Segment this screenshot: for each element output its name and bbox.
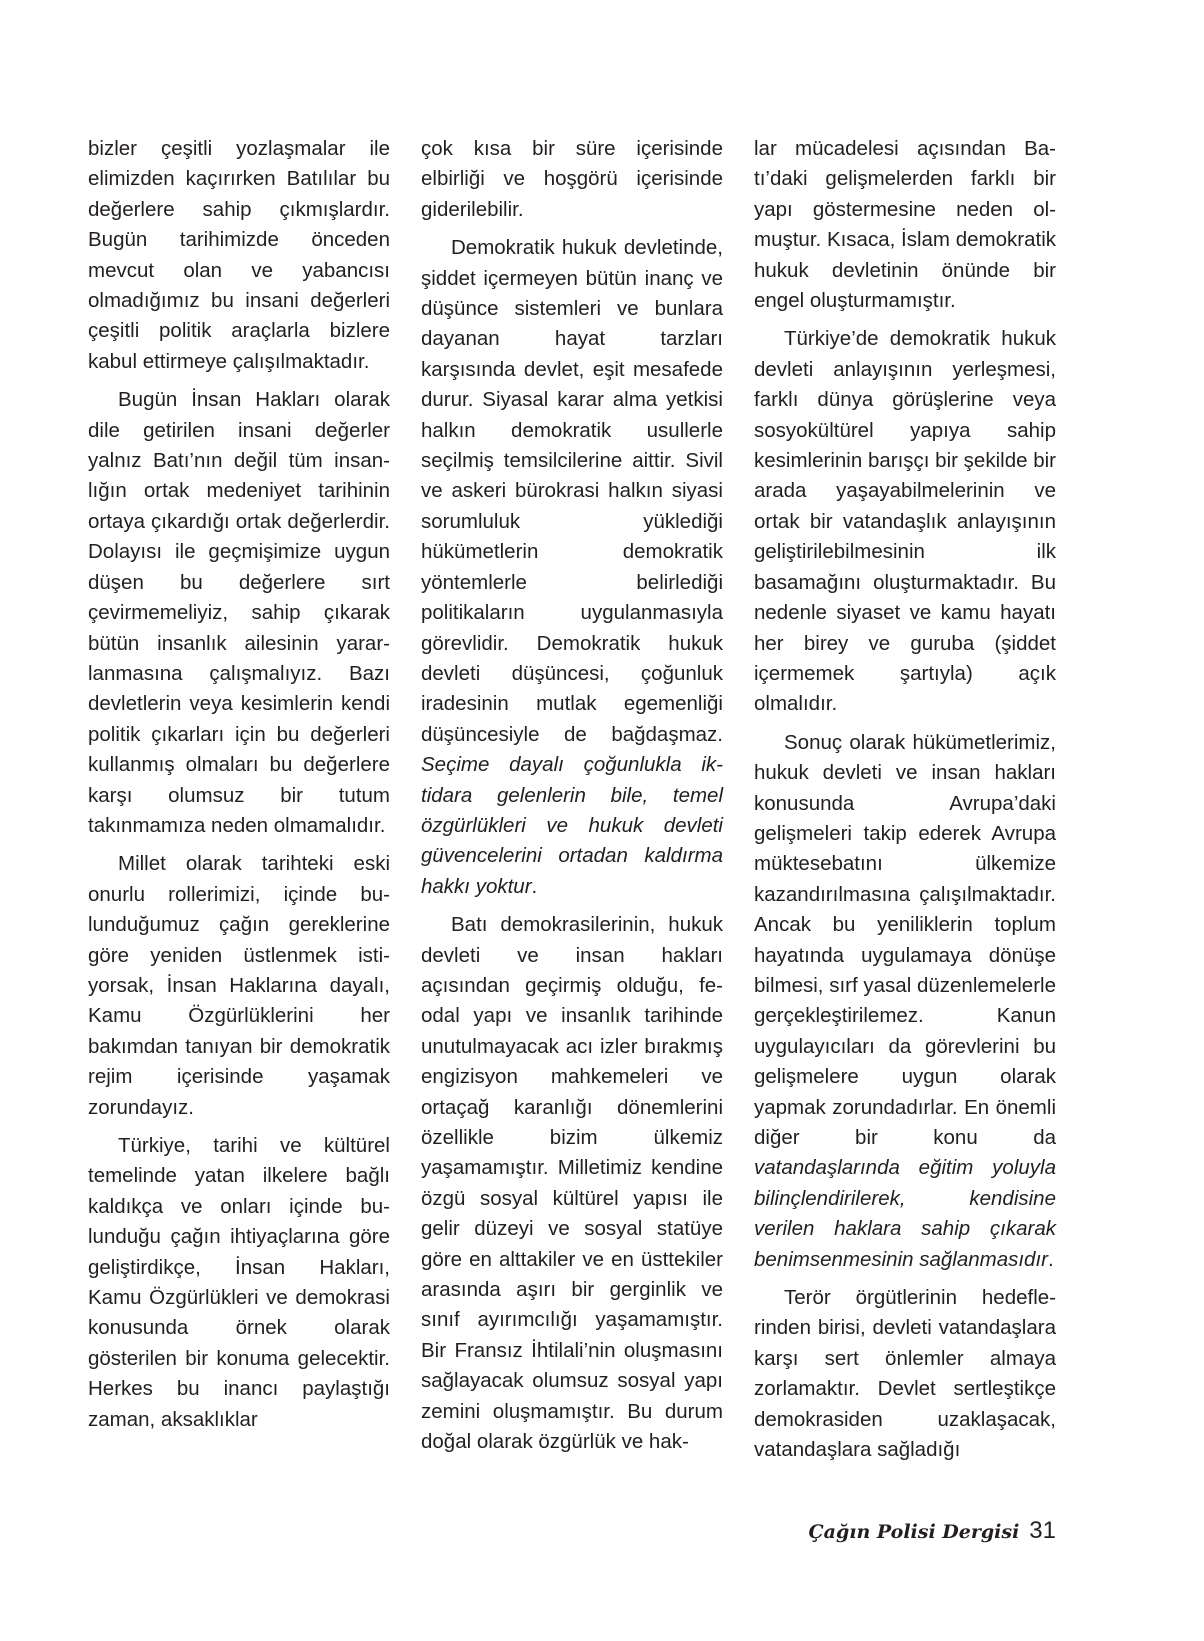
page-number: 31	[1029, 1517, 1056, 1544]
paragraph-text: Sonuç olarak hükümetlerimiz, hukuk devleti ve insan hakları konusunda Avrupa’daki gelişmeleri takip ederek Avrupa müktesebatını ülkemize kazandırılmasına çalışılmaktadır. Ancak bu yeniliklerin toplum hayatında uygulamaya dönüşe bilmesi, sırf yasal düzenlemelerle gerçekleştirilemez. Kanun uygulayıcıları da görevlerini bu gelişmelere uygun olarak yapmak zorundadırlar. En önemli diğer bir konu da	[754, 730, 1056, 1149]
paragraph-tail: .	[531, 874, 538, 898]
article-column-3	[754, 134, 1056, 1473]
article-column-1	[88, 134, 390, 1443]
paragraph: çok kısa bir süre içerisinde elbirliği ve hoşgörü içerisinde giderilebilir.	[421, 137, 723, 221]
paragraph-italic-text: Seçime dayalı çoğunlukla iktidara gelenlerin bile, temel özgürlükleri ve hukuk devleti güvencelerini ortadan kaldırma hakkı yoktur	[421, 753, 723, 898]
paragraph-tail: .	[1047, 1247, 1054, 1271]
paragraph	[754, 728, 1056, 1275]
paragraph: Terör örgütlerinin hedeflerinden birisi, devleti vatandaşlara karşı sert önlemler almaya zorlamaktır. Devlet sertleştikçe demokrasiden uzaklaşacak, vatandaşlara sağladığı	[754, 1286, 1056, 1462]
paragraph: Millet olarak tarihteki eski onurlu rollerimizi, içinde bulunduğumuz çağın gereklerine göre yeniden üstlenmek istiyorsak, İnsan Haklarına dayalı, Kamu Özgürlüklerini her bakımdan tanıyan bir demokratik rejim içerisinde yaşamak zorundayız.	[88, 852, 390, 1119]
paragraph-text: Demokratik hukuk devletinde, şiddet içermeyen bütün inanç ve düşünce sistemleri ve bunlara dayanan hayat tarzları karşısında devlet, eşit mesafede durur. Siyasal karar alma yetkisi halkın demokratik usullerle seçilmiş temsilcilerine aittir. Sivil ve askeri bürokrasi halkın siyasi sorumluluk yüklediği hükümetlerin demokratik yöntemlerle belirlediği politikaların uygulanmasıyla görevlidir. Demokratik hukuk devleti düşüncesi, çoğunluk iradesinin mutlak egemenliği düşüncesiyle de bağdaşmaz.	[421, 236, 723, 746]
paragraph-italic-text: vatandaşlarında eğitim yoluyla bilinçlendirilerek, kendisine verilen haklara sahip çıkarak benimsenmesinin sağlanmasıdır	[754, 1156, 1056, 1271]
paragraph: lar mücadelesi açısından Batı’daki gelişmelerden farklı bir yapı göstermesine neden olmuştur. Kısaca, İslam demokratik hukuk devletinin önünde bir engel oluşturmamıştır.	[754, 137, 1056, 313]
page-footer	[809, 1517, 1056, 1545]
paragraph: Türkiye, tarihi ve kültürel temelinde yatan ilkelere bağlı kaldıkça ve onları içinde bulunduğu çağın ihtiyaçlarına göre geliştirdikçe, İnsan Hakları, Kamu Özgürlükleri ve demokrasi konusunda örnek olarak gösterilen bir konuma gelecektir. Herkes bu inancı paylaştığı zaman, aksaklıklar	[88, 1134, 390, 1431]
paragraph: Batı demokrasilerinin, hukuk devleti ve insan hakları açısından geçirmiş olduğu, feodal yapı ve insanlık tarihinde unutulmayacak acı izler bırakmış engizisyon mahkemeleri ve ortaçağ karanlığı dönemlerini özellikle bizim ülkemiz yaşamamıştır. Milletimiz kendine özgü sosyal kültürel yapısı ile gelir düzeyi ve sosyal statüye göre en alttakiler ve en üsttekiler arasında aşırı bir gerginlik ve sınıf ayırımcılığı yaşamamıştır. Bir Fransız İhtilali’nin oluşmasını sağlayacak olumsuz sosyal yapı zemini oluşmamıştır. Bu durum doğal olarak özgürlük ve hak-	[421, 913, 723, 1454]
paragraph: Türkiye’de demokratik hukuk devleti anlayışının yerleşmesi, farklı dünya görüşlerine veya sosyokültürel yapıya sahip kesimlerinin barışçı bir şekilde bir arada yaşayabilmelerinin ve ortak bir vatandaşlık anlayışının geliştirilebilmesinin ilk basamağını oluşturmaktadır. Bu nedenle siyaset ve kamu hayatı her birey ve guruba (şiddet içermemek şartıyla) açık olmalıdır.	[754, 327, 1056, 716]
article-column-2	[421, 134, 723, 1465]
paragraph	[421, 233, 723, 902]
paragraph: bizler çeşitli yozlaşmalar ile elimizden kaçırırken Batılılar bu değerlere sahip çıkmışlardır. Bugün tarihimizde önceden mevcut olan ve yabancısı olmadığımız bu insani değerleri çeşitli politik araçlarla bizlere kabul ettirmeye çalışılmaktadır.	[88, 137, 390, 373]
paragraph: Bugün İnsan Hakları olarak dile getirilen insani değerler yalnız Batı’nın değil tüm insanlığın ortak medeniyet tarihinin ortaya çıkardığı ortak değerlerdir. Dolayısı ile geçmişimize uygun düşen bu değerlere sırt çevirmemeliyiz, sahip çıkarak bütün insanlık ailesinin yararlanmasına çalışmalıyız. Bazı devletlerin veya kesimlerin kendi politik çıkarları için bu değerleri kullanmış olmaları bu değerlere karşı olumsuz bir tutum takınmamıza neden olmamalıdır.	[88, 388, 390, 837]
magazine-name: Çağın Polisi Dergisi	[808, 1521, 1020, 1543]
